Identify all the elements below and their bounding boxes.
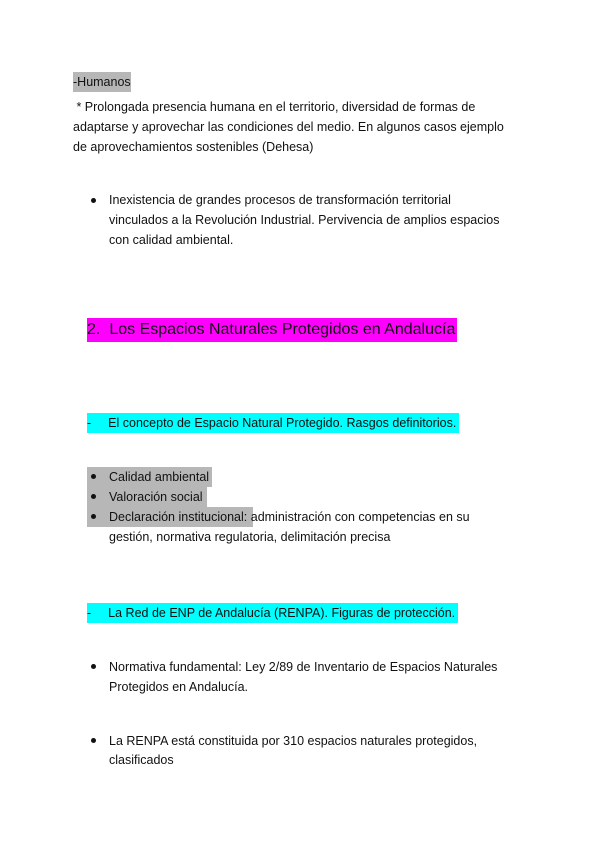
humanos-line-2: adaptarse y aprovechar las condiciones del medio. En algunos casos ejemplo <box>73 120 504 134</box>
humanos-label: -Humanos <box>73 72 131 92</box>
normativa-line-1: Normativa fundamental: Ley 2/89 de Inventario de Espacios Naturales <box>109 660 498 674</box>
subheading-dash: - <box>87 416 92 430</box>
bullet-icon <box>91 738 96 743</box>
rasgo-calidad: Calidad ambiental <box>109 470 210 484</box>
subheading-dash: - <box>87 606 92 620</box>
section-number: 2. <box>87 321 101 338</box>
subheading-text: El concepto de Espacio Natural Protegido. Rasgos definitorios. <box>108 416 457 430</box>
subheading-concept <box>87 413 459 433</box>
rasgo-declaracion-highlight: Declaración institucional <box>109 510 244 524</box>
bullet-icon <box>91 474 96 479</box>
humanos-line-3: de aprovechamientos sostenibles (Dehesa) <box>73 140 314 154</box>
rasgo-declaracion <box>109 507 470 527</box>
bullet-icon <box>91 514 96 519</box>
bullet1-line-2: vinculados a la Revolución Industrial. Pervivencia de amplios espacios <box>109 213 500 227</box>
normativa-line-2: Protegidos en Andalucía. <box>109 680 248 694</box>
renpa-line-2: clasificados <box>109 753 174 767</box>
bullet1-line-1: Inexistencia de grandes procesos de transformación territorial <box>109 193 451 207</box>
bullet1-line-3: con calidad ambiental. <box>109 233 234 247</box>
renpa-line-1: La RENPA está constituida por 310 espacios naturales protegidos, <box>109 734 478 748</box>
bullet-icon <box>91 494 96 499</box>
rasgo-declaracion-line-2: gestión, normativa regulatoria, delimitación precisa <box>109 530 391 544</box>
bullet-icon <box>91 198 96 203</box>
section-title: Los Espacios Naturales Protegidos en Andalucía <box>109 321 456 338</box>
rasgo-valoracion: Valoración social <box>109 490 203 504</box>
humanos-line-1: * Prolongada presencia humana en el territorio, diversidad de formas de <box>73 100 476 114</box>
subheading-text: La Red de ENP de Andalucía (RENPA). Figuras de protección. <box>108 606 456 620</box>
bullet-icon <box>91 664 96 669</box>
section-heading <box>87 318 457 342</box>
subheading-renpa <box>87 603 458 623</box>
rasgo-declaracion-rest: : administración con competencias en su <box>243 510 470 524</box>
